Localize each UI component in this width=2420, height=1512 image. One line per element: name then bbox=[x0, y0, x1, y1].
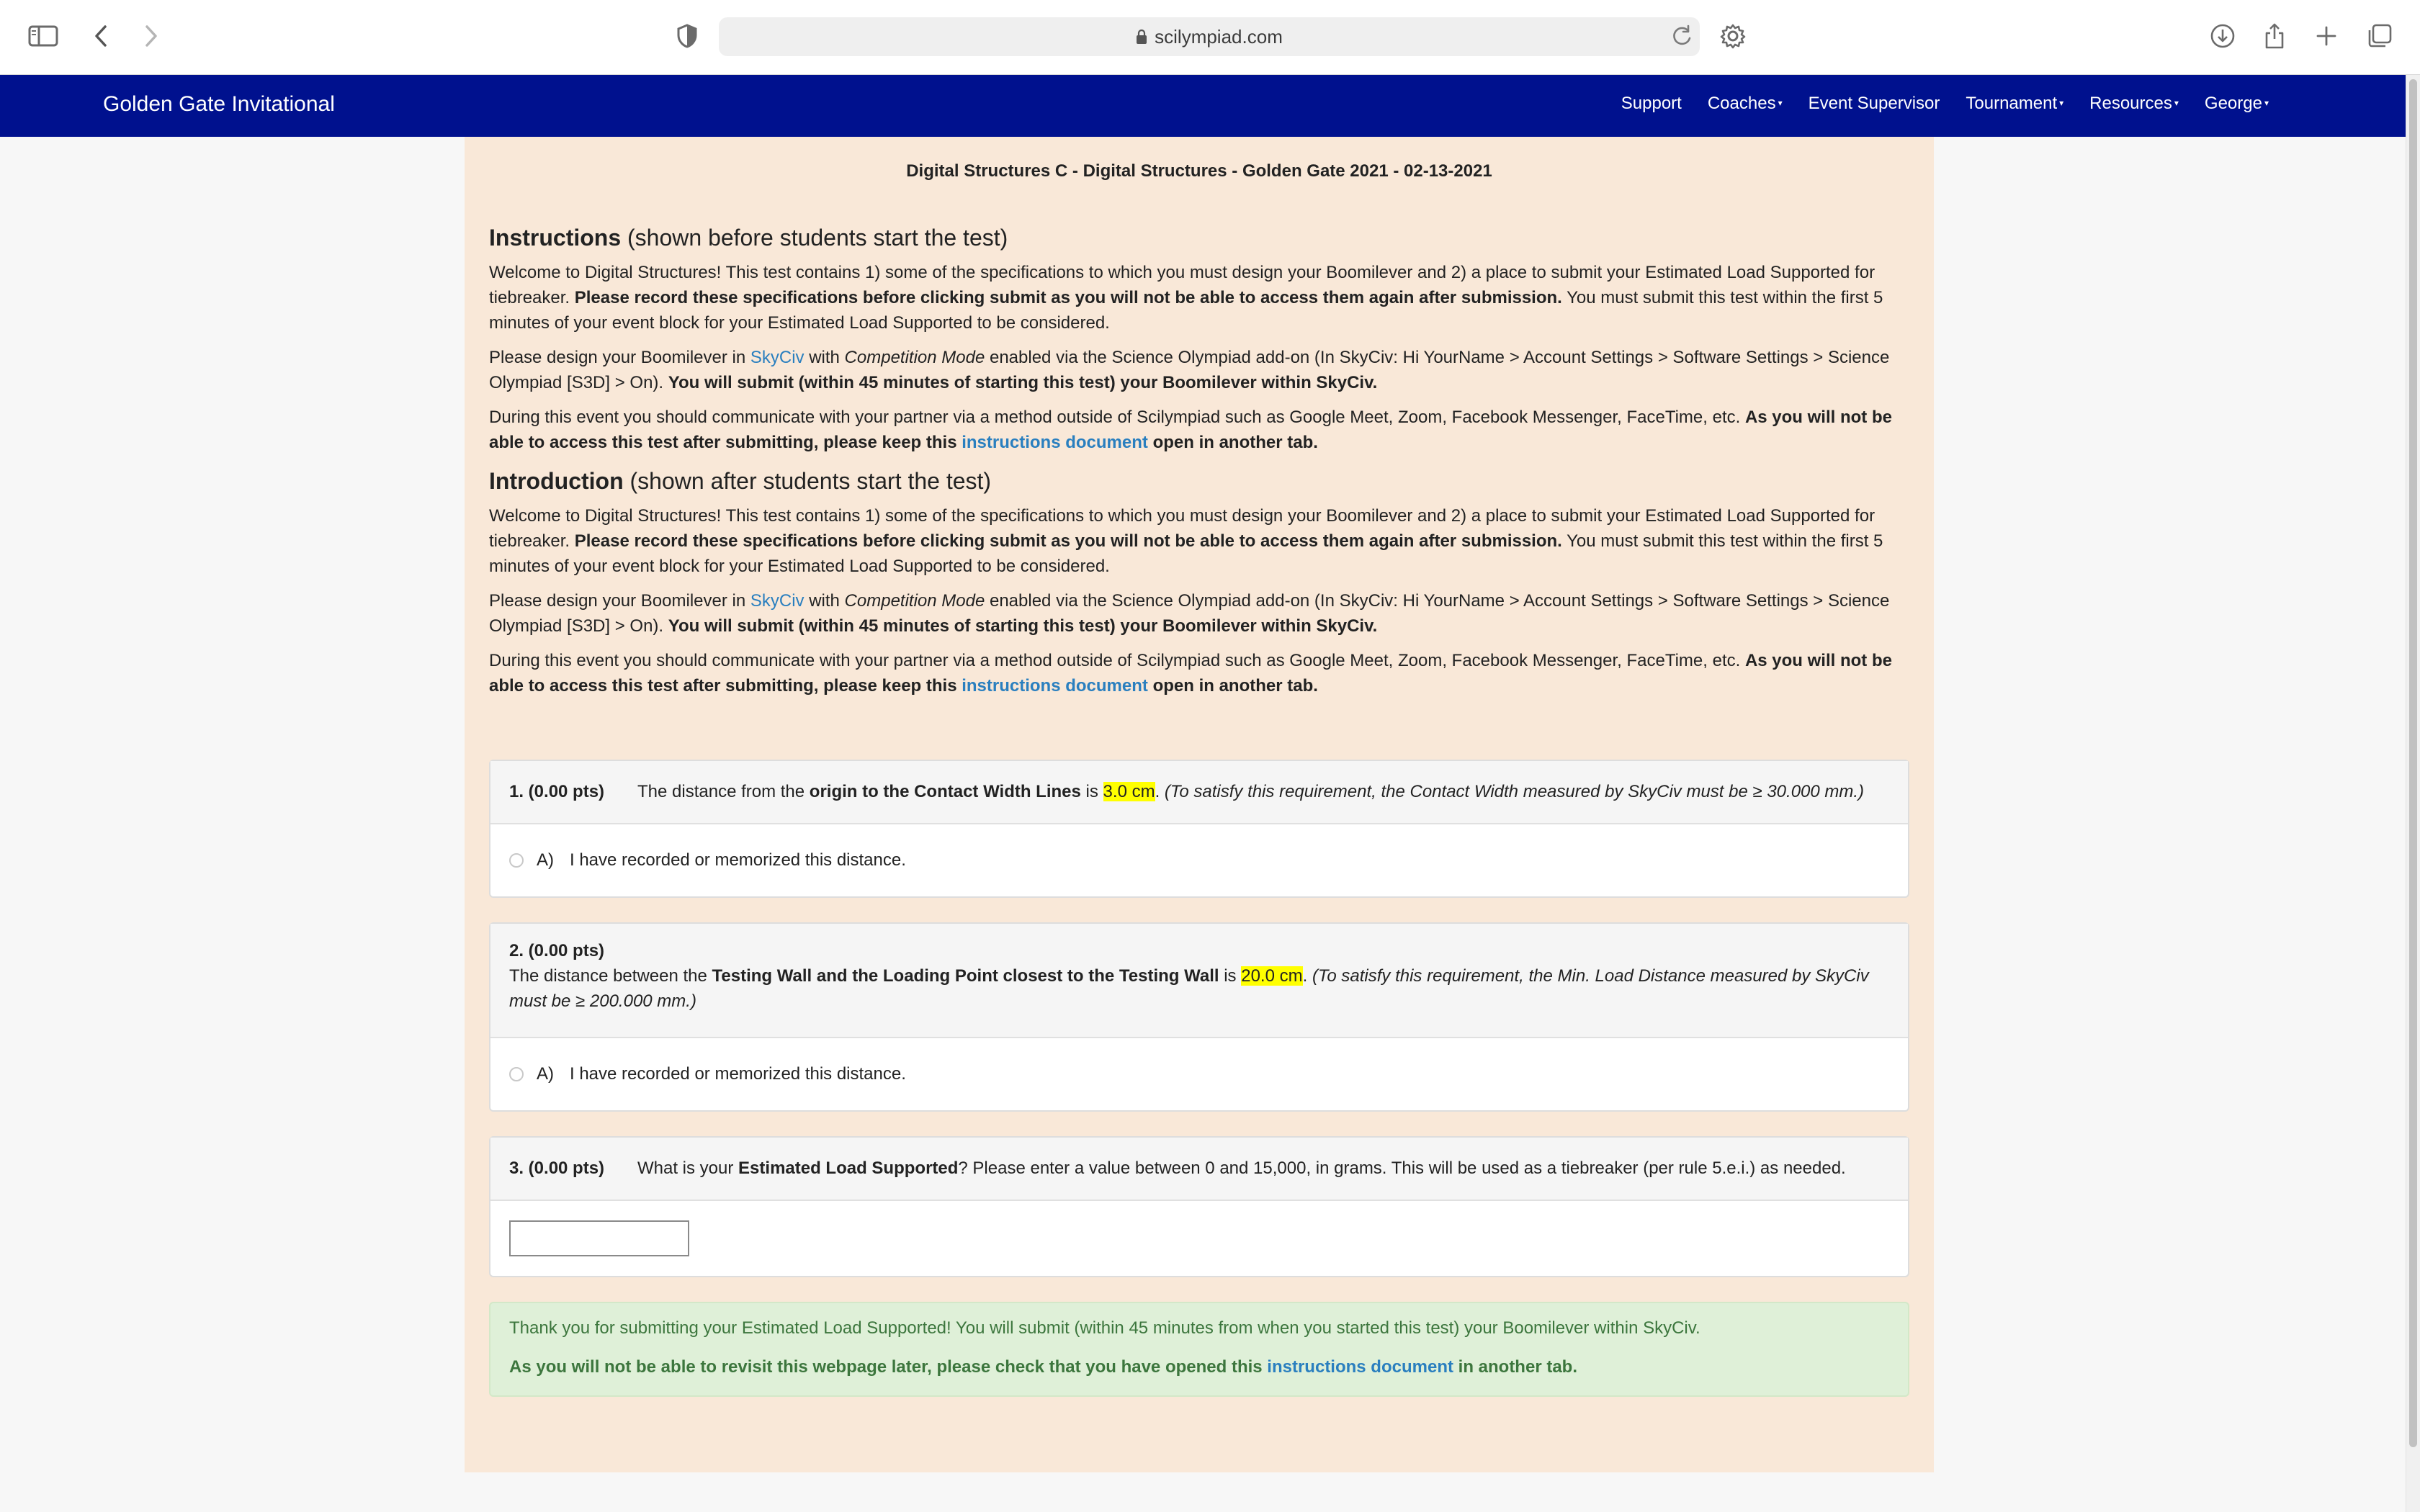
new-tab-icon[interactable] bbox=[2308, 17, 2345, 55]
exam-title: Digital Structures C - Digital Structures - Golden Gate 2021 - 02-13-2021 bbox=[906, 161, 1492, 181]
chevron-down-icon: ▾ bbox=[2264, 97, 2269, 108]
browser-toolbar bbox=[0, 0, 2420, 75]
page-scrollbar[interactable] bbox=[2406, 75, 2420, 1512]
nav-coaches[interactable]: Coaches ▾ bbox=[1707, 94, 1783, 113]
question-2-header bbox=[490, 924, 1908, 1038]
reload-icon[interactable] bbox=[1671, 24, 1693, 52]
question-3-card bbox=[489, 1136, 1909, 1277]
introduction-paragraph-1: Welcome to Digital Structures! This test contains 1) some of the specifications to which you must design your Boomilever and 2) a place to submit your Estimated Load Supported for tiebreaker. Please record these specifications before clicking submit as you will not be able to access them again after submission. You must submit this test within the first 5 minutes of your event block for your Estimated Load Supported to be considered. bbox=[489, 506, 1883, 576]
question-3-answer bbox=[490, 1201, 1908, 1276]
url-text: scilympiad.com bbox=[1155, 25, 1283, 48]
privacy-shield-icon[interactable] bbox=[668, 17, 706, 55]
skyciv-link[interactable]: SkyCiv bbox=[750, 591, 805, 611]
question-1-card bbox=[489, 760, 1909, 898]
share-icon[interactable] bbox=[2256, 17, 2293, 55]
tab-overview-icon[interactable] bbox=[2361, 17, 2398, 55]
sidebar-toggle-icon[interactable] bbox=[24, 17, 62, 55]
instructions-paragraph-3: During this event you should communicate with your partner via a method outside of Scilympiad such as Google Meet, Zoom, Facebook Messenger, FaceTime, etc. As you will not be able to access this test after submitting, please keep this instructions document open in another tab. bbox=[489, 408, 1892, 452]
option-label: I have recorded or memorized this distance. bbox=[570, 1064, 906, 1084]
question-2-option-a[interactable]: A) I have recorded or memorized this distance. bbox=[490, 1038, 1908, 1110]
question-1-option-a[interactable]: A) I have recorded or memorized this distance. bbox=[490, 824, 1908, 896]
test-panel bbox=[465, 137, 1934, 1472]
chevron-down-icon: ▾ bbox=[2174, 97, 2179, 108]
success-message: Thank you for submitting your Estimated Load Supported! You will submit (within 45 minutes from when you started this test) your Boomilever within SkyCiv. bbox=[509, 1318, 1700, 1338]
nav-support[interactable]: Support bbox=[1621, 94, 1682, 113]
chevron-down-icon: ▾ bbox=[1778, 97, 1783, 108]
question-3-text: What is your Estimated Load Supported? Please enter a value between 0 and 15,000, in grams. This will be used as a tiebreaker (per rule 5.e.i.) as needed. bbox=[637, 1158, 1846, 1178]
highlighted-value: 3.0 cm bbox=[1103, 782, 1155, 801]
skyciv-link[interactable]: SkyCiv bbox=[750, 348, 805, 367]
introduction-paragraph-2: Please design your Boomilever in SkyCiv with Competition Mode enabled via the Science Olympiad add-on (In SkyCiv: Hi YourName > Account Settings > Software Settings > Science Olympiad [S3D] > On). You will submit (within 45 minutes of starting this test) your Boomilever within SkyCiv. bbox=[489, 591, 1890, 636]
site-brand[interactable]: Golden Gate Invitational bbox=[103, 92, 335, 116]
site-navbar bbox=[0, 75, 2406, 137]
instructions-paragraph-1: Welcome to Digital Structures! This test contains 1) some of the specifications to which you must design your Boomilever and 2) a place to submit your Estimated Load Supported for tiebreaker. Please record these specifications before clicking submit as you will not be able to access them again after submission. You must submit this test within the first 5 minutes of your event block for your Estimated Load Supported to be considered. bbox=[489, 263, 1883, 333]
nav-menu bbox=[1621, 94, 2269, 114]
instructions-paragraph-2: Please design your Boomilever in SkyCiv with Competition Mode enabled via the Science Olympiad add-on (In SkyCiv: Hi YourName > Account Settings > Software Settings > Science Olympiad [S3D] > On). You will submit (within 45 minutes of starting this test) your Boomilever within SkyCiv. bbox=[489, 348, 1890, 392]
download-icon[interactable] bbox=[2204, 17, 2241, 55]
back-icon[interactable] bbox=[82, 17, 120, 55]
scrollbar-thumb[interactable] bbox=[2409, 79, 2417, 1447]
settings-gear-icon[interactable] bbox=[1714, 17, 1752, 55]
radio-button[interactable] bbox=[509, 1067, 524, 1081]
question-3-header bbox=[490, 1138, 1908, 1201]
lock-icon bbox=[1136, 29, 1147, 45]
introduction-paragraph-3: During this event you should communicate with your partner via a method outside of Scilympiad such as Google Meet, Zoom, Facebook Messenger, FaceTime, etc. As you will not be able to access this test after submitting, please keep this instructions document open in another tab. bbox=[489, 651, 1892, 696]
highlighted-value: 20.0 cm bbox=[1241, 966, 1303, 986]
instructions-document-link[interactable]: instructions document bbox=[962, 676, 1148, 696]
nav-event-supervisor[interactable]: Event Supervisor bbox=[1808, 94, 1940, 113]
question-2-points: 2. (0.00 pts) bbox=[509, 941, 605, 960]
question-1-points: 1. (0.00 pts) bbox=[509, 782, 605, 801]
submission-success-alert bbox=[489, 1302, 1909, 1397]
nav-tournament[interactable]: Tournament ▾ bbox=[1966, 94, 2064, 113]
instructions-heading: Instructions (shown before students start the test) bbox=[489, 225, 1008, 251]
address-bar[interactable] bbox=[719, 17, 1700, 56]
question-2-card bbox=[489, 922, 1909, 1112]
question-1-text: The distance from the origin to the Contact Width Lines is 3.0 cm. (To satisfy this requirement, the Contact Width measured by SkyCiv must be ≥ 30.000 mm.) bbox=[637, 782, 1865, 801]
radio-button[interactable] bbox=[509, 853, 524, 868]
estimated-load-input[interactable] bbox=[509, 1220, 689, 1256]
nav-resources[interactable]: Resources ▾ bbox=[2089, 94, 2179, 113]
nav-user-menu[interactable]: George ▾ bbox=[2204, 94, 2269, 113]
question-1-header bbox=[490, 761, 1908, 824]
question-3-points: 3. (0.00 pts) bbox=[509, 1158, 605, 1178]
question-2-text: The distance between the Testing Wall and the Loading Point closest to the Testing Wall is 20.0 cm. (To satisfy this requirement, the Min. Load Distance measured by SkyCiv must be ≥ 200.000 mm.) bbox=[509, 966, 1869, 1011]
option-label: I have recorded or memorized this distance. bbox=[570, 850, 906, 870]
instructions-document-link[interactable]: instructions document bbox=[962, 433, 1148, 452]
instructions-document-link[interactable]: instructions document bbox=[1267, 1357, 1453, 1377]
introduction-heading: Introduction (shown after students start the test) bbox=[489, 468, 992, 494]
success-reminder: As you will not be able to revisit this webpage later, please check that you have opened this instructions document in another tab. bbox=[509, 1357, 1577, 1377]
forward-icon[interactable] bbox=[133, 17, 170, 55]
chevron-down-icon: ▾ bbox=[2059, 97, 2064, 108]
